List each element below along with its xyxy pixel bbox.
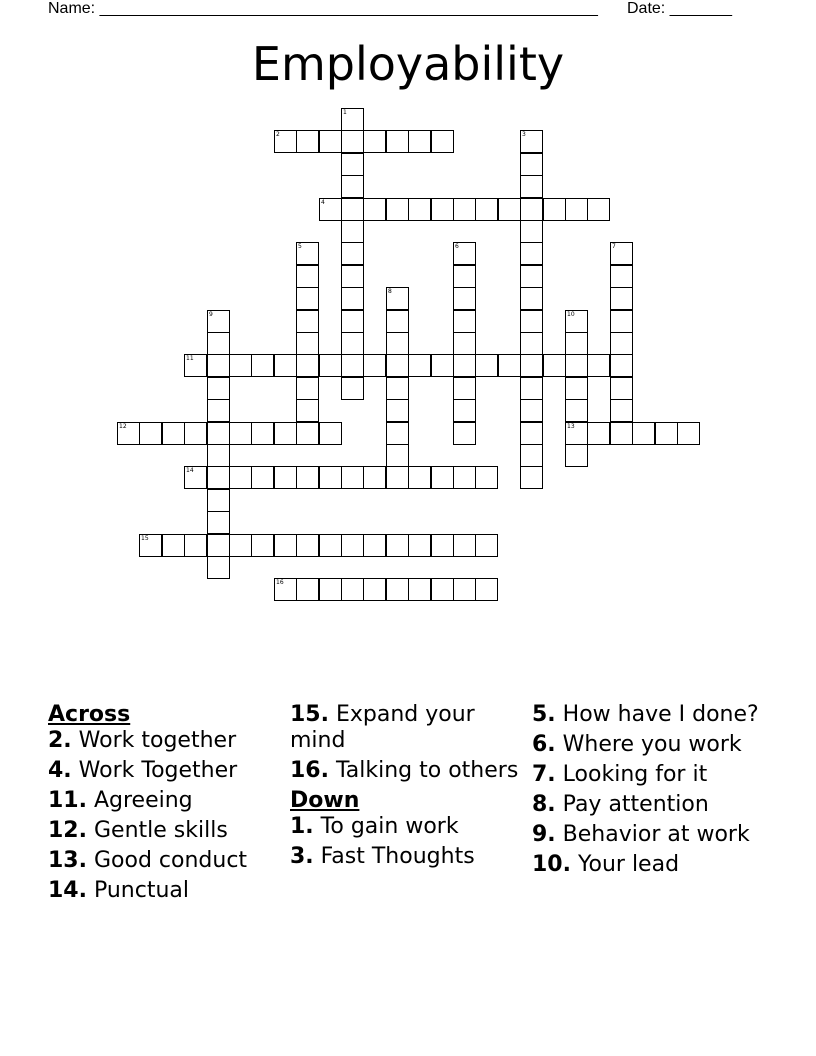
crossword-cell[interactable] [207, 556, 230, 579]
crossword-cell[interactable] [207, 444, 230, 467]
crossword-cell[interactable] [453, 377, 476, 400]
crossword-cell[interactable] [251, 466, 274, 489]
cell-number: 12 [119, 423, 127, 430]
clue-across-4: 4. Work Together [48, 758, 238, 783]
crossword-cell[interactable] [520, 198, 543, 221]
crossword-cell[interactable] [229, 354, 252, 377]
crossword-cell[interactable] [610, 265, 633, 288]
crossword-cell[interactable] [319, 130, 342, 153]
crossword-cell[interactable] [207, 534, 230, 557]
crossword-cell[interactable] [520, 466, 543, 489]
clue-down-6: 6. Where you work [532, 732, 742, 757]
crossword-cell[interactable] [565, 377, 588, 400]
crossword-cell[interactable] [475, 578, 498, 601]
name-field-label: Name: ________________________________________________________ [48, 0, 598, 17]
crossword-cell[interactable] [475, 466, 498, 489]
crossword-cell[interactable] [363, 198, 386, 221]
crossword-cell[interactable] [341, 354, 364, 377]
crossword-cell[interactable] [543, 198, 566, 221]
clue-across-11: 11. Agreeing [48, 788, 193, 813]
crossword-cell[interactable] [363, 130, 386, 153]
crossword-cell[interactable] [453, 198, 476, 221]
crossword-cell[interactable] [610, 377, 633, 400]
crossword-cell[interactable] [475, 354, 498, 377]
crossword-cell[interactable] [565, 198, 588, 221]
cell-number: 15 [141, 535, 149, 542]
crossword-cell[interactable] [296, 130, 319, 153]
crossword-cell[interactable] [520, 422, 543, 445]
crossword-cell[interactable] [251, 534, 274, 557]
clue-across-2: 2. Work together [48, 728, 237, 753]
cell-number: 4 [321, 199, 325, 206]
crossword-cell[interactable] [296, 578, 319, 601]
crossword-cell[interactable] [408, 534, 431, 557]
crossword-cell[interactable] [610, 332, 633, 355]
cell-number: 10 [567, 311, 575, 318]
crossword-cell[interactable] [431, 130, 454, 153]
crossword-cell[interactable] [363, 578, 386, 601]
crossword-cell[interactable] [677, 422, 700, 445]
crossword-cell[interactable] [520, 242, 543, 265]
crossword-cell[interactable] [162, 534, 185, 557]
cell-number: 8 [388, 288, 392, 295]
clue-down-9: 9. Behavior at work [532, 822, 750, 847]
crossword-cell[interactable] [475, 534, 498, 557]
clue-column-1 [48, 702, 280, 908]
crossword-cell[interactable] [453, 578, 476, 601]
crossword-cell[interactable] [453, 332, 476, 355]
crossword-cell[interactable] [565, 399, 588, 422]
crossword-cell[interactable] [520, 130, 543, 153]
crossword-cell[interactable] [610, 422, 633, 445]
crossword-cell[interactable] [386, 354, 409, 377]
crossword-cell[interactable] [386, 422, 409, 445]
crossword-cell[interactable] [453, 399, 476, 422]
crossword-cell[interactable] [117, 422, 140, 445]
crossword-cell[interactable] [408, 198, 431, 221]
cell-number: 5 [298, 243, 302, 250]
crossword-cell[interactable] [587, 198, 610, 221]
crossword-cell[interactable] [386, 310, 409, 333]
crossword-cell[interactable] [319, 578, 342, 601]
cell-number: 2 [276, 131, 280, 138]
crossword-cell[interactable] [207, 399, 230, 422]
crossword-cell[interactable] [386, 444, 409, 467]
crossword-cell[interactable] [610, 399, 633, 422]
crossword-cell[interactable] [341, 332, 364, 355]
crossword-cell[interactable] [162, 422, 185, 445]
crossword-cell[interactable] [296, 354, 319, 377]
crossword-cell[interactable] [386, 466, 409, 489]
crossword-cell[interactable] [184, 466, 207, 489]
crossword-cell[interactable] [386, 287, 409, 310]
crossword-cell[interactable] [319, 198, 342, 221]
crossword-cell[interactable] [296, 377, 319, 400]
crossword-cell[interactable] [296, 310, 319, 333]
crossword-cell[interactable] [565, 444, 588, 467]
crossword-cell[interactable] [184, 422, 207, 445]
crossword-cell[interactable] [319, 422, 342, 445]
crossword-cell[interactable] [207, 489, 230, 512]
crossword-cell[interactable] [139, 534, 162, 557]
crossword-cell[interactable] [386, 399, 409, 422]
crossword-cell[interactable] [431, 466, 454, 489]
crossword-cell[interactable] [431, 354, 454, 377]
cell-number: 11 [186, 355, 194, 362]
cell-number: 3 [522, 131, 526, 138]
crossword-cell[interactable] [341, 534, 364, 557]
crossword-cell[interactable] [296, 399, 319, 422]
crossword-cell[interactable] [431, 198, 454, 221]
crossword-cell[interactable] [475, 198, 498, 221]
crossword-cell[interactable] [453, 354, 476, 377]
clue-across-14: 14. Punctual [48, 878, 190, 903]
crossword-cell[interactable] [274, 422, 297, 445]
crossword-cell[interactable] [431, 578, 454, 601]
crossword-cell[interactable] [520, 287, 543, 310]
crossword-cell[interactable] [543, 354, 566, 377]
clue-column-3 [532, 702, 764, 882]
cell-number: 6 [455, 243, 459, 250]
crossword-cell[interactable] [453, 534, 476, 557]
crossword-cell[interactable] [453, 310, 476, 333]
crossword-cell[interactable] [296, 422, 319, 445]
down-heading: Down [290, 788, 360, 813]
crossword-cell[interactable] [341, 310, 364, 333]
crossword-cell[interactable] [251, 354, 274, 377]
clue-down-8: 8. Pay attention [532, 792, 709, 817]
crossword-cell[interactable] [655, 422, 678, 445]
crossword-cell[interactable] [386, 578, 409, 601]
crossword-cell[interactable] [520, 377, 543, 400]
crossword-cell[interactable] [341, 108, 364, 131]
clue-across-15: 15. Expand your mind [290, 702, 475, 753]
crossword-cell[interactable] [296, 242, 319, 265]
date-field-label: Date: _______ [627, 0, 732, 17]
crossword-cell[interactable] [520, 354, 543, 377]
crossword-cell[interactable] [453, 287, 476, 310]
crossword-cell[interactable] [319, 466, 342, 489]
crossword-cell[interactable] [296, 265, 319, 288]
crossword-cell[interactable] [341, 265, 364, 288]
crossword-cell[interactable] [251, 422, 274, 445]
crossword-cell[interactable] [296, 287, 319, 310]
crossword-cell[interactable] [363, 354, 386, 377]
crossword-cell[interactable] [341, 175, 364, 198]
crossword-cell[interactable] [565, 332, 588, 355]
crossword-cell[interactable] [520, 310, 543, 333]
crossword-cell[interactable] [363, 534, 386, 557]
clue-across-13: 13. Good conduct [48, 848, 248, 873]
crossword-cell[interactable] [520, 444, 543, 467]
crossword-cell[interactable] [520, 175, 543, 198]
crossword-cell[interactable] [207, 377, 230, 400]
crossword-cell[interactable] [229, 466, 252, 489]
crossword-cell[interactable] [565, 354, 588, 377]
crossword-cell[interactable] [296, 466, 319, 489]
crossword-cell[interactable] [386, 130, 409, 153]
crossword-cell[interactable] [274, 354, 297, 377]
crossword-cell[interactable] [341, 287, 364, 310]
clue-down-5: 5. How have I done? [532, 702, 759, 727]
crossword-cell[interactable] [139, 422, 162, 445]
crossword-cell[interactable] [341, 198, 364, 221]
crossword-cell[interactable] [296, 534, 319, 557]
crossword-cell[interactable] [341, 466, 364, 489]
crossword-cell[interactable] [274, 130, 297, 153]
crossword-cell[interactable] [520, 399, 543, 422]
cell-number: 9 [209, 311, 213, 318]
crossword-cell[interactable] [296, 332, 319, 355]
crossword-cell[interactable] [229, 534, 252, 557]
cell-number: 13 [567, 423, 575, 430]
clue-across-12: 12. Gentle skills [48, 818, 228, 843]
crossword-cell[interactable] [274, 534, 297, 557]
crossword-cell[interactable] [386, 534, 409, 557]
crossword-cell[interactable] [386, 198, 409, 221]
crossword-cell[interactable] [520, 265, 543, 288]
crossword-cell[interactable] [610, 242, 633, 265]
crossword-cell[interactable] [184, 534, 207, 557]
crossword-cell[interactable] [341, 578, 364, 601]
crossword-cell[interactable] [610, 310, 633, 333]
crossword-cell[interactable] [341, 153, 364, 176]
clue-down-1: 1. To gain work [290, 814, 459, 839]
page-title: Employability [251, 37, 565, 91]
crossword-cell[interactable] [207, 422, 230, 445]
cell-number: 7 [612, 243, 616, 250]
crossword-cell[interactable] [184, 354, 207, 377]
crossword-cell[interactable] [632, 422, 655, 445]
crossword-cell[interactable] [520, 332, 543, 355]
clue-down-10: 10. Your lead [532, 852, 680, 877]
crossword-cell[interactable] [363, 466, 386, 489]
clue-down-7: 7. Looking for it [532, 762, 708, 787]
crossword-cell[interactable] [610, 287, 633, 310]
crossword-cell[interactable] [386, 332, 409, 355]
cell-number: 14 [186, 467, 194, 474]
crossword-cell[interactable] [498, 354, 521, 377]
crossword-cell[interactable] [386, 377, 409, 400]
crossword-cell[interactable] [207, 332, 230, 355]
crossword-cell[interactable] [453, 242, 476, 265]
across-heading: Across [48, 702, 131, 727]
crossword-cell[interactable] [453, 466, 476, 489]
crossword-cell[interactable] [587, 422, 610, 445]
crossword-cell[interactable] [207, 354, 230, 377]
crossword-cell[interactable] [274, 578, 297, 601]
crossword-cell[interactable] [319, 534, 342, 557]
crossword-cell[interactable] [341, 377, 364, 400]
crossword-cell[interactable] [431, 534, 454, 557]
cell-number: 1 [343, 109, 347, 116]
crossword-cell[interactable] [207, 511, 230, 534]
crossword-cell[interactable] [341, 130, 364, 153]
crossword-cell[interactable] [565, 422, 588, 445]
crossword-cell[interactable] [408, 354, 431, 377]
crossword-cell[interactable] [408, 578, 431, 601]
cell-number: 16 [276, 579, 284, 586]
crossword-cell[interactable] [498, 198, 521, 221]
crossword-cell[interactable] [207, 310, 230, 333]
crossword-cell[interactable] [565, 310, 588, 333]
clue-down-3: 3. Fast Thoughts [290, 844, 475, 869]
crossword-cell[interactable] [453, 422, 476, 445]
crossword-cell[interactable] [229, 422, 252, 445]
crossword-cell[interactable] [341, 242, 364, 265]
crossword-cell[interactable] [207, 466, 230, 489]
crossword-cell[interactable] [408, 130, 431, 153]
crossword-cell[interactable] [341, 220, 364, 243]
clue-across-16: 16. Talking to others [290, 758, 519, 783]
crossword-cell[interactable] [319, 354, 342, 377]
crossword-cell[interactable] [274, 466, 297, 489]
crossword-cell[interactable] [610, 354, 633, 377]
crossword-cell[interactable] [587, 354, 610, 377]
crossword-cell[interactable] [453, 265, 476, 288]
crossword-cell[interactable] [520, 153, 543, 176]
crossword-cell[interactable] [408, 466, 431, 489]
crossword-cell[interactable] [520, 220, 543, 243]
clue-column-2 [290, 702, 522, 874]
